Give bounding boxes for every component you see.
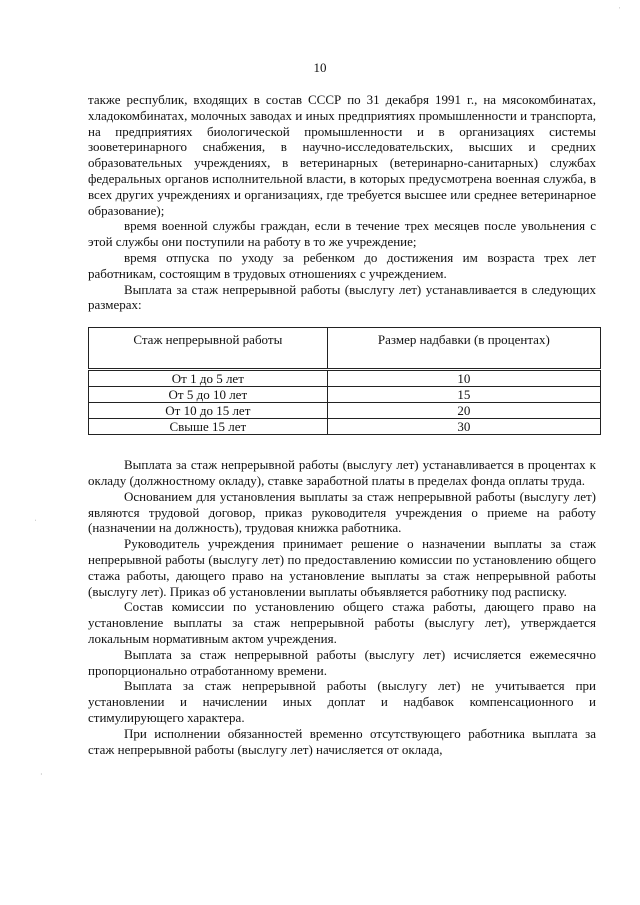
paragraph-manager-decision: Руководитель учреждения принимает решение о назначении выплаты за стаж непрерывной работы (выслугу лет) по предоставлению комиссии по установлению общего стажа работы, дающего право на установление выплаты за стаж непрерывной работы (выслугу лет). Приказ об установлении выплаты объявляется работнику под расписку. — [88, 536, 596, 599]
document-body — [88, 92, 596, 757]
table-cell-percent: 20 — [327, 403, 600, 419]
table-row — [89, 370, 601, 387]
table-row — [89, 419, 601, 435]
paragraph-continuation: также республик, входящих в состав СССР по 31 декабря 1991 г., на мясокомбинатах, хладокомбинатах, молочных заводах и иных предприятиях промышленности и транспорта, на предприятиях биологической промышленности и в организациях системы зооветеринарного снабжения, в научно-исследовательских, высших и средних образовательных учреждениях, в ветеринарных (ветеринарно-санитарных) службах федеральных органов исполнительной власти, в которых предусмотрена военная служба, в всех других учреждениях и организациях, где требуется высшее или среднее ветеринарное образование); — [88, 92, 596, 218]
table-row — [89, 403, 601, 419]
paragraph-basis: Основанием для установления выплаты за стаж непрерывной работы (выслугу лет) являются трудовой договор, приказ руководителя учреждения о приеме на работу (назначении на должность), трудовая книжка работника. — [88, 488, 596, 536]
table-row — [89, 387, 601, 403]
seniority-bonus-table — [88, 327, 601, 435]
page-number: 10 — [313, 60, 327, 75]
table-cell-seniority: От 5 до 10 лет — [89, 387, 328, 403]
table-header-seniority: Стаж непрерывной работы — [89, 328, 328, 370]
paragraph-temporary-duties: При исполнении обязанностей временно отсутствующего работника выплата за стаж непрерывной работы (выслугу лет) начисляется от оклада, — [88, 725, 596, 757]
table-cell-percent: 15 — [327, 387, 600, 403]
table-cell-seniority: От 10 до 15 лет — [89, 403, 328, 419]
paragraph-monthly-calc: Выплата за стаж непрерывной работы (выслугу лет) исчисляется ежемесячно пропорционально отработанному времени. — [88, 646, 596, 678]
paragraph-parental-leave: время отпуска по уходу за ребенком до достижения им возраста трех лет работникам, состоящим в трудовых отношениях с учреждением. — [88, 249, 596, 281]
scan-speck: ˈ — [618, 6, 621, 15]
table-cell-percent: 30 — [327, 419, 600, 435]
scan-speck: ˌ — [34, 512, 37, 521]
paragraph-percent-of-salary: Выплата за стаж непрерывной работы (выслугу лет) устанавливается в процентах к окладу (должностному окладу), ставке заработной платы в пределах фонда оплаты труда. — [88, 457, 596, 488]
paragraph-sizes-intro: Выплата за стаж непрерывной работы (выслугу лет) устанавливается в следующих размерах: — [88, 281, 596, 313]
paragraph-military-service: время военной службы граждан, если в течение трех месяцев после увольнения с этой службы они поступили на работу в то же учреждение; — [88, 218, 596, 250]
paragraph-not-counted: Выплата за стаж непрерывной работы (выслугу лет) не учитывается при установлении и начислении иных доплат и надбавок компенсационного и стимулирующего характера. — [88, 678, 596, 725]
table-header-bonus-size: Размер надбавки (в процентах) — [327, 328, 600, 370]
scan-speck: · — [40, 770, 43, 779]
table-cell-seniority: От 1 до 5 лет — [89, 370, 328, 387]
table-cell-seniority: Свыше 15 лет — [89, 419, 328, 435]
table-cell-percent: 10 — [327, 370, 600, 387]
table-header-row — [89, 328, 601, 370]
paragraph-commission: Состав комиссии по установлению общего стажа работы, дающего право на установление выплаты за стаж непрерывной работы (выслугу лет), утверждается локальным нормативным актом учреждения. — [88, 599, 596, 646]
